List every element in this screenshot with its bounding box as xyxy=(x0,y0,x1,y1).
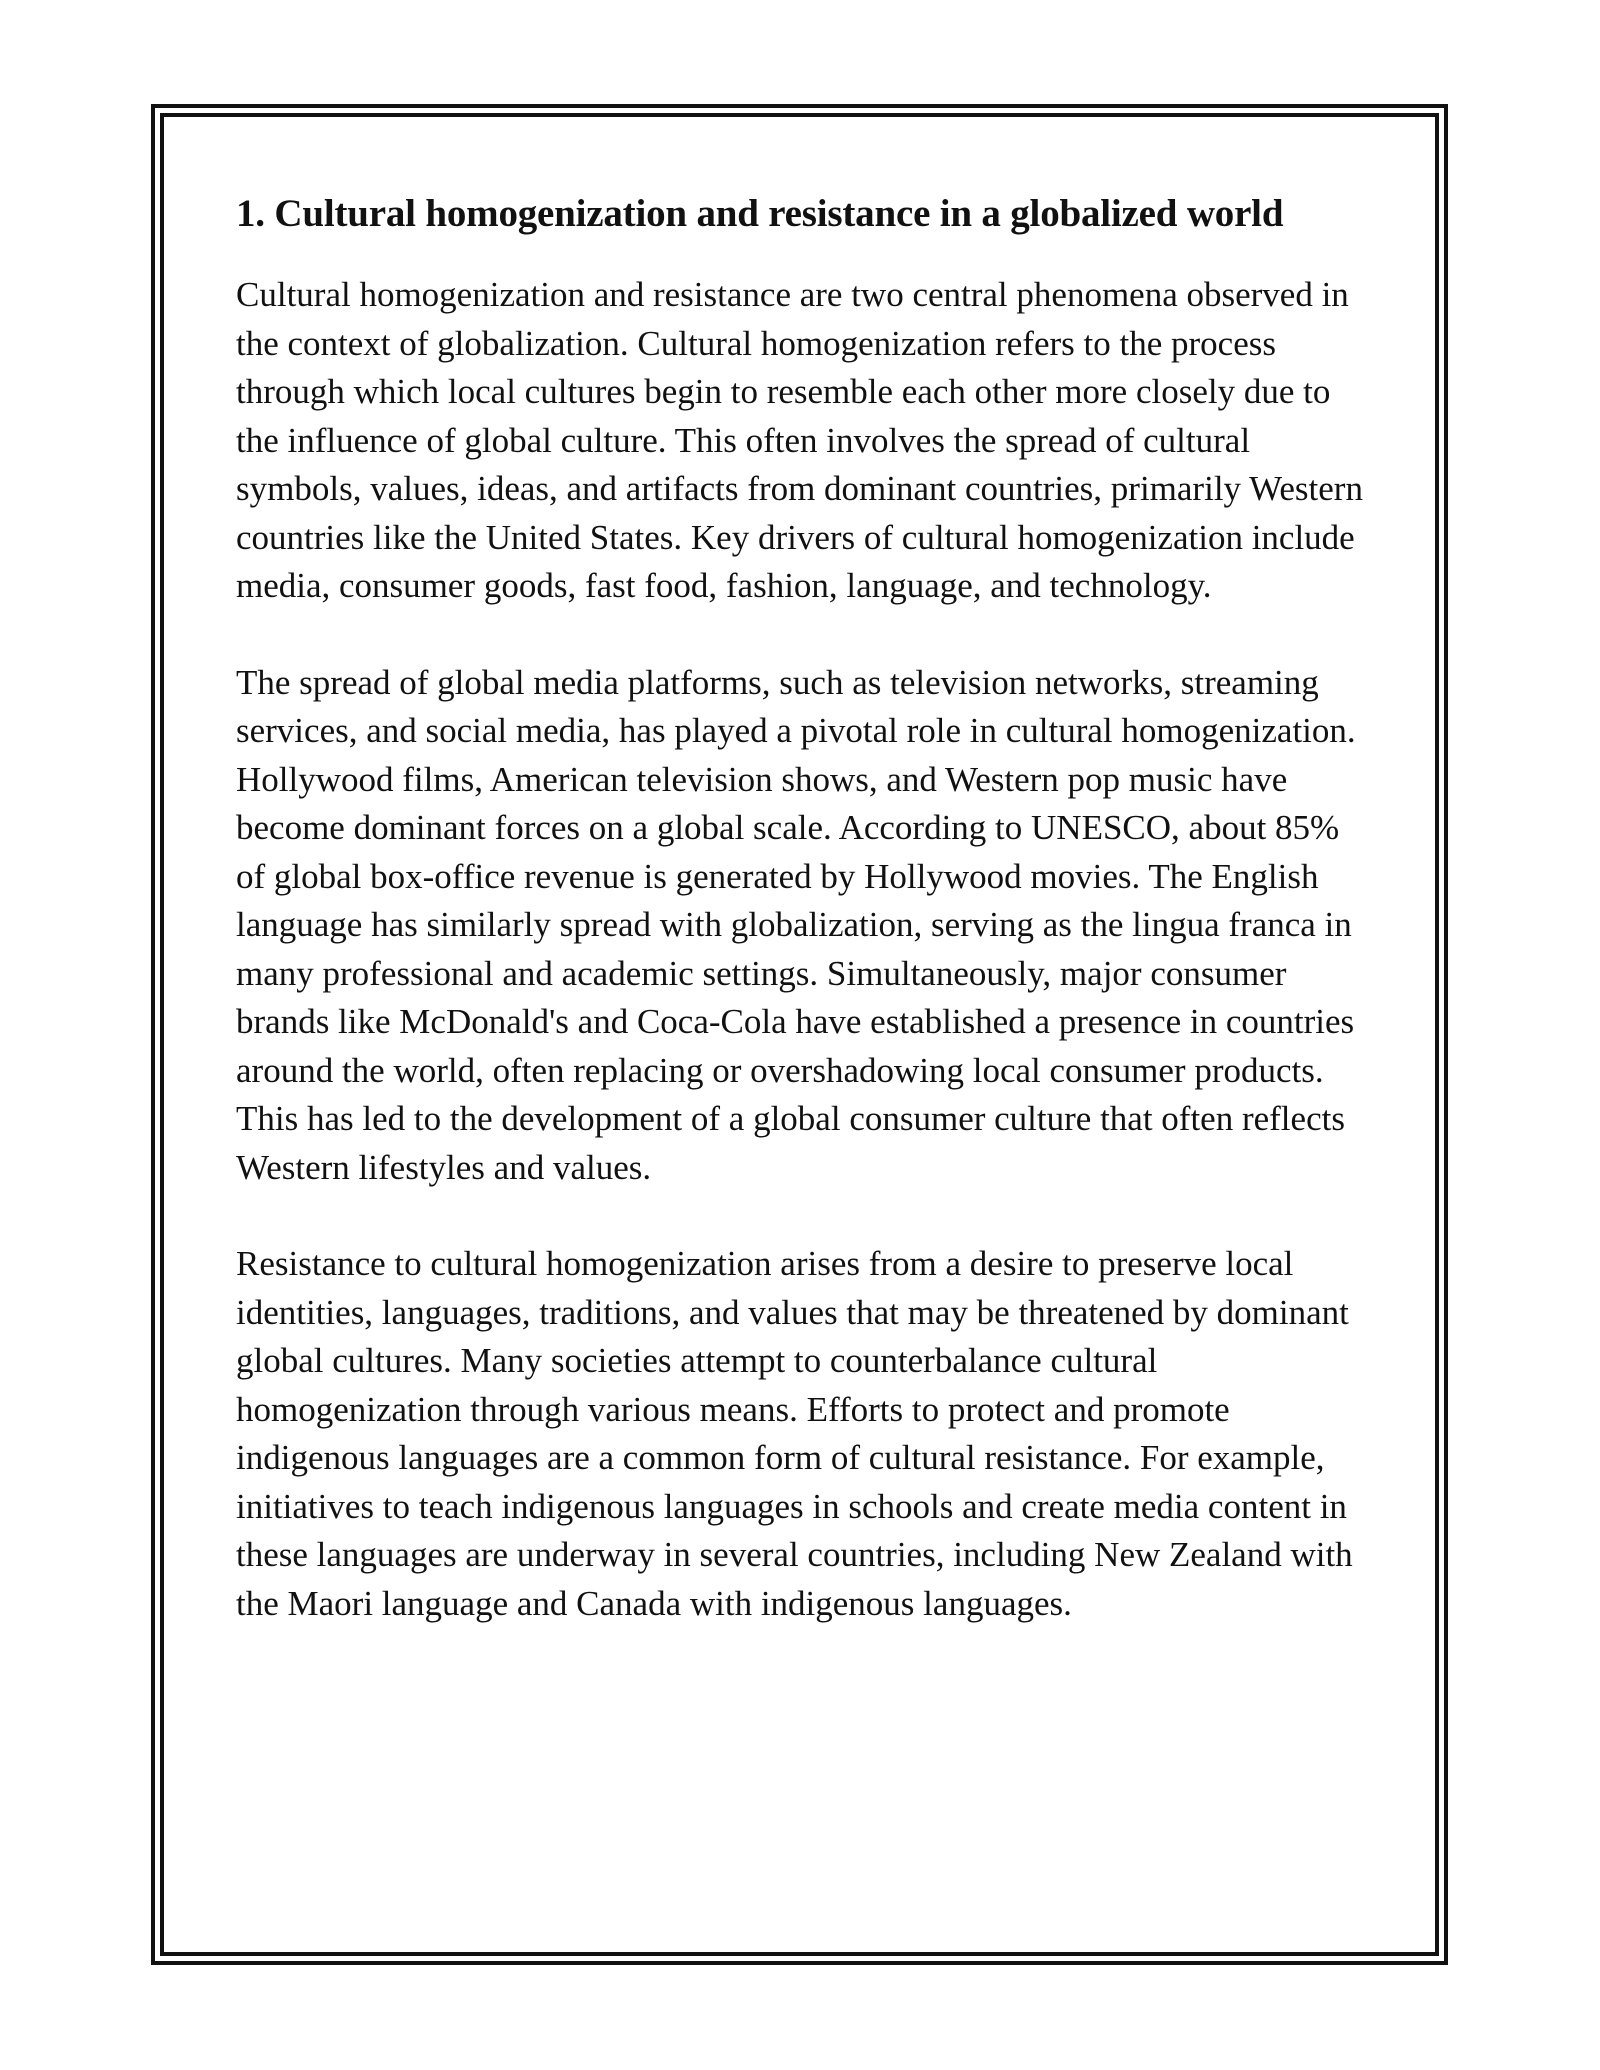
document-body xyxy=(236,186,1376,1676)
paragraph-homogenization-definition: Cultural homogenization and resistance are two central phenomena observed in the context of globalization. Cultural homogenization refers to the process through which local cultures begin to resemble each other more closely due to the influence of global culture. This often involves the spread of cultural symbols, values, ideas, and artifacts from dominant countries, primarily Western countries like the United States. Key drivers of cultural homogenization include media, consumer goods, fast food, fashion, language, and technology. xyxy=(236,275,1363,605)
paragraph-global-media: The spread of global media platforms, such as television networks, streaming services, and social media, has played a pivotal role in cultural homogenization. Hollywood films, American television shows, and Western pop music have become dominant forces on a global scale. According to UNESCO, about 85% of global box-office revenue is generated by Hollywood movies. The English language has similarly spread with globalization, serving as the lingua franca in many professional and academic settings. Simultaneously, major consumer brands like McDonald's and Coca-Cola have established a presence in countries around the world, often replacing or overshadowing local consumer products. This has led to the development of a global consumer culture that often reflects Western lifestyles and values. xyxy=(236,662,1356,1187)
paragraph-resistance: Resistance to cultural homogenization arises from a desire to preserve local identities, languages, traditions, and values that may be threatened by dominant global cultures. Many societies attempt to counterbalance cultural homogenization through various means. Efforts to protect and promote indigenous languages are a common form of cultural resistance. For example, initiatives to teach indigenous languages in schools and create media content in these languages are underway in several countries, including New Zealand with the Maori language and Canada with indigenous languages. xyxy=(236,1244,1353,1623)
section-heading: 1. Cultural homogenization and resistance in a globalized world xyxy=(236,192,1284,235)
